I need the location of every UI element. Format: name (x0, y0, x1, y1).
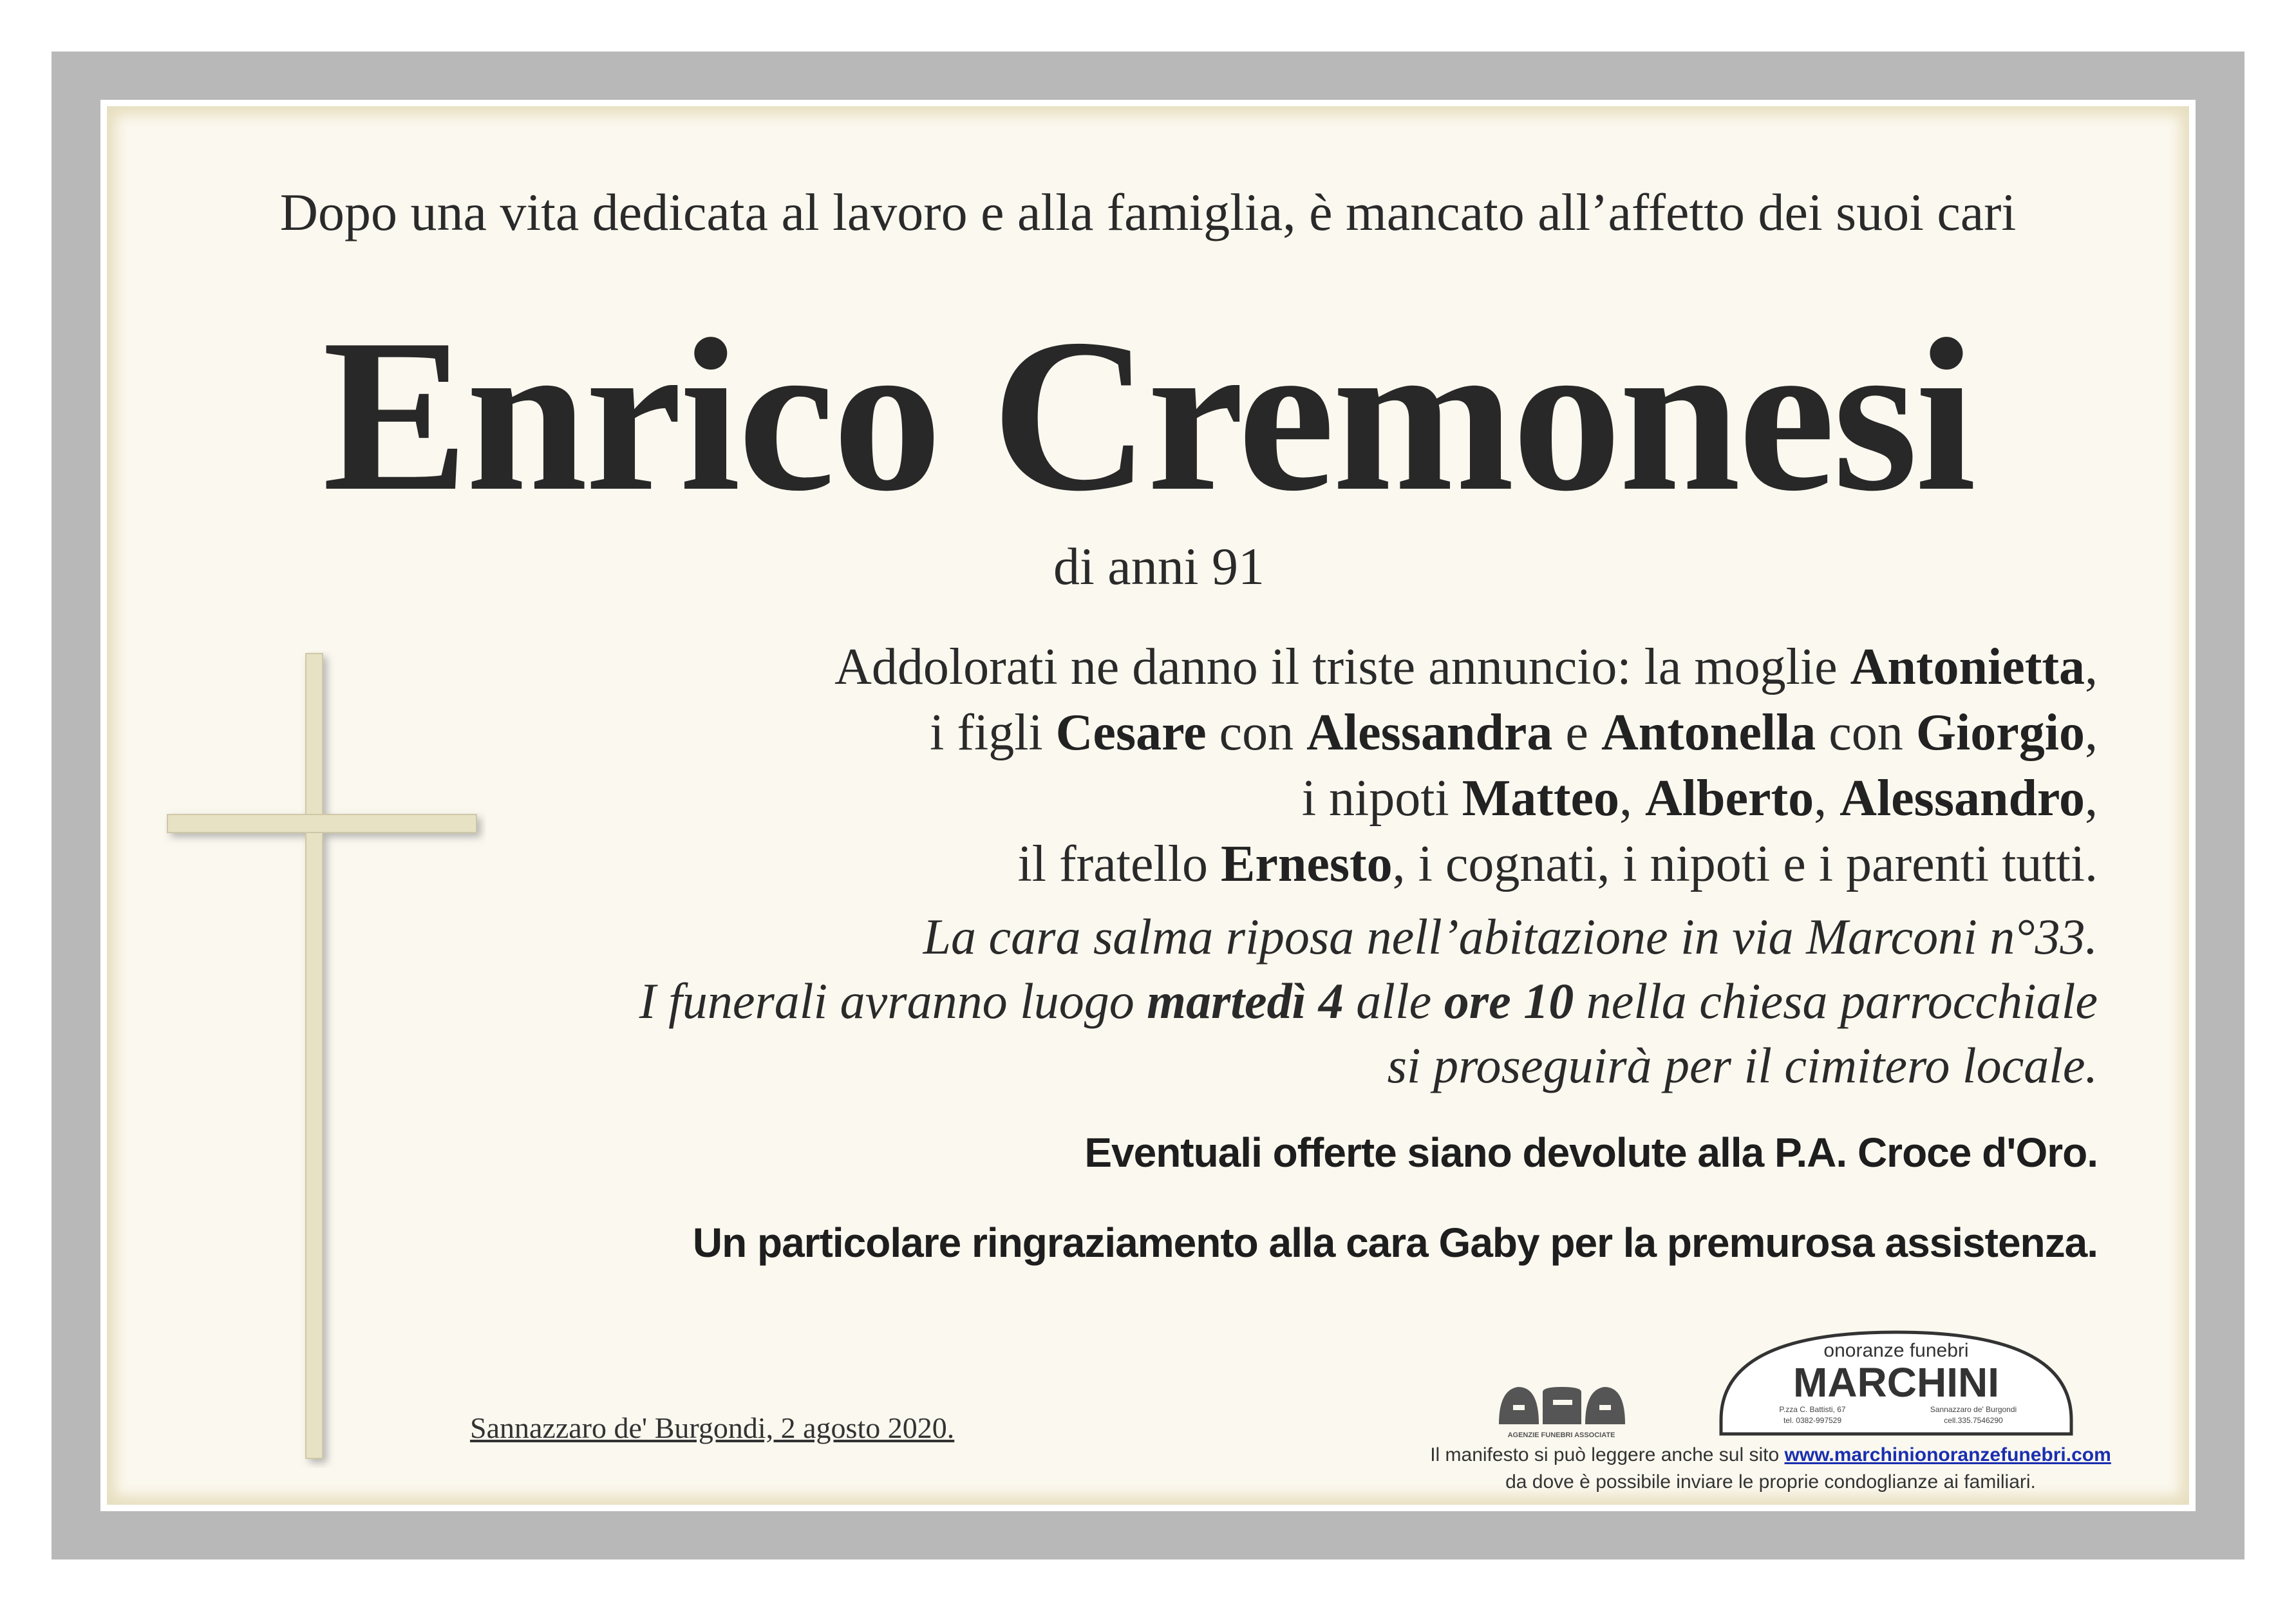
funeral-day: martedì 4 (1147, 973, 1344, 1029)
place-date: Sannazzaro de' Burgondi, 2 agosto 2020. (470, 1411, 955, 1444)
brother-name: Ernesto (1221, 836, 1393, 892)
son-name: Cesare (1055, 704, 1207, 761)
svg-text:Sannazzaro de' Burgondi: Sannazzaro de' Burgondi (1930, 1405, 2017, 1414)
marchini-tagline: onoranze funebri (1823, 1340, 1969, 1361)
family-line-1: Addolorati ne danno il triste annuncio: la moglie Antonietta, (834, 639, 2098, 695)
family-line-4: il fratello Ernesto, i cognati, i nipoti e i parenti tutti. (1017, 836, 2098, 892)
cross-icon (164, 650, 486, 1468)
thanks-note: Un particolare ringraziamento alla cara Gaby per la premurosa assistenza. (692, 1220, 2098, 1266)
funeral-details (639, 905, 2098, 1098)
footer-website-note: Il manifesto si può leggere anche sul sito www.marchinionoranzefunebri.com (1430, 1444, 2111, 1465)
intro-text: Dopo una vita dedicata al lavoro e alla famiglia, è mancato all’affetto dei suoi cari (279, 183, 2017, 241)
funeral-time: ore 10 (1444, 973, 1574, 1029)
funeral-line-3: si proseguirà per il cimitero locale. (1387, 1037, 2098, 1093)
wife-name: Antonietta (1850, 639, 2085, 695)
age-text: di anni 91 (1053, 537, 1265, 596)
svg-text:cell.335.7546290: cell.335.7546290 (1944, 1416, 2003, 1425)
footer-condolences-note: da dove è possibile inviare le proprie condoglianze ai familiari. (1505, 1471, 2036, 1493)
afa-logo (1494, 1378, 1629, 1442)
svg-text:tel. 0382-997529: tel. 0382-997529 (1783, 1416, 1842, 1425)
daughter-name: Antonella (1601, 704, 1816, 761)
website-link[interactable]: www.marchinionoranzefunebri.com (1784, 1444, 2111, 1465)
family-line-2: i figli Cesare con Alessandra e Antonella con Giorgio, (930, 704, 2098, 761)
funeral-line-2: I funerali avranno luogo martedì 4 alle ore 10 nella chiesa parrocchiale (639, 973, 2098, 1029)
donations-note: Eventuali offerte siano devolute alla P.A. Croce d'Oro. (1084, 1129, 2098, 1176)
daughter-partner-name: Giorgio (1915, 704, 2085, 761)
funeral-line-1: La cara salma riposa nell’abitazione in via Marconi n°33. (923, 909, 2098, 965)
deceased-name: Enrico Cremonesi (322, 294, 1974, 536)
grandchild-name: Alessandro (1840, 770, 2085, 827)
grandchild-name: Alberto (1645, 770, 1814, 827)
family-line-3: i nipoti Matteo, Alberto, Alessandro, (1301, 770, 2098, 827)
grandchild-name: Matteo (1462, 770, 1620, 827)
svg-text:P.zza C. Battisti, 67: P.zza C. Battisti, 67 (1779, 1405, 1846, 1414)
family-announcement (834, 634, 2098, 897)
afa-subtitle: AGENZIE FUNEBRI ASSOCIATE (1507, 1431, 1615, 1439)
marchini-logo (1716, 1323, 2076, 1439)
son-partner-name: Alessandra (1306, 704, 1553, 761)
marchini-name: MARCHINI (1793, 1359, 1999, 1406)
